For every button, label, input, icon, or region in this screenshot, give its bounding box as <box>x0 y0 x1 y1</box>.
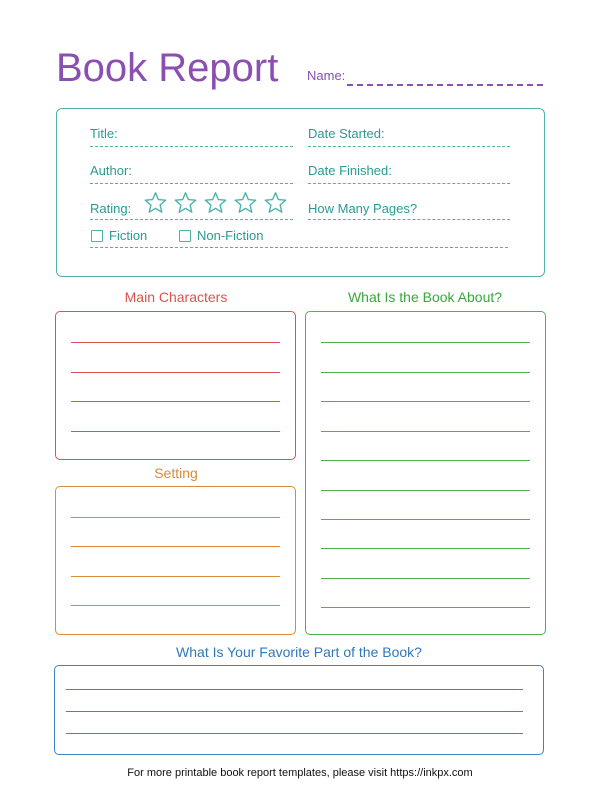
setting-heading: Setting <box>154 465 198 481</box>
nonfiction-label: Non-Fiction <box>197 228 264 243</box>
setting-box[interactable] <box>55 486 296 635</box>
book-about-line <box>321 431 530 432</box>
favorite-part-line <box>66 689 523 690</box>
genre-underline <box>90 247 508 248</box>
favorite-part-box[interactable] <box>54 665 544 755</box>
rating-underline <box>90 219 293 220</box>
favorite-part-heading: What Is Your Favorite Part of the Book? <box>176 644 422 660</box>
fiction-label: Fiction <box>109 228 148 243</box>
date-finished-label: Date Finished: <box>308 163 392 178</box>
footer-text: For more printable book report templates, please visit https://inkpx.com <box>127 767 473 779</box>
book-about-line <box>321 401 530 402</box>
book-about-line <box>321 607 530 608</box>
date-started-label: Date Started: <box>308 126 385 141</box>
author-field[interactable] <box>90 183 293 184</box>
star-icon[interactable] <box>233 191 258 215</box>
book-about-line <box>321 578 530 579</box>
title-field[interactable] <box>90 146 293 147</box>
star-icon[interactable] <box>173 191 198 215</box>
book-about-line <box>321 372 530 373</box>
page-title: Book Report <box>56 46 279 90</box>
main-characters-line <box>71 342 280 343</box>
date-started-field[interactable] <box>308 146 510 147</box>
book-about-line <box>321 519 530 520</box>
main-characters-line <box>71 431 280 432</box>
main-characters-line <box>71 372 280 373</box>
name-label: Name: <box>307 68 346 83</box>
star-icon[interactable] <box>203 191 228 215</box>
title-label: Title: <box>90 126 118 141</box>
star-icon[interactable] <box>263 191 288 215</box>
book-about-line <box>321 490 530 491</box>
setting-line <box>71 517 280 518</box>
main-characters-line <box>71 401 280 402</box>
book-about-heading: What Is the Book About? <box>347 289 503 305</box>
main-characters-box[interactable] <box>55 311 296 460</box>
setting-line <box>71 576 280 577</box>
favorite-part-line <box>66 733 523 734</box>
rating-stars <box>143 191 288 215</box>
fiction-checkbox[interactable] <box>91 230 103 242</box>
pages-label: How Many Pages? <box>308 201 418 216</box>
author-label: Author: <box>90 163 132 178</box>
book-about-line <box>321 342 530 343</box>
rating-label: Rating: <box>90 201 132 216</box>
book-info-box <box>56 108 545 277</box>
favorite-part-line <box>66 711 523 712</box>
name-field[interactable] <box>347 84 543 86</box>
pages-field[interactable] <box>308 219 510 220</box>
star-icon[interactable] <box>143 191 168 215</box>
setting-line <box>71 546 280 547</box>
book-about-line <box>321 548 530 549</box>
main-characters-heading: Main Characters <box>124 289 228 305</box>
book-about-box[interactable] <box>305 311 546 635</box>
setting-line <box>71 605 280 606</box>
book-about-line <box>321 460 530 461</box>
date-finished-field[interactable] <box>308 183 510 184</box>
nonfiction-checkbox[interactable] <box>179 230 191 242</box>
